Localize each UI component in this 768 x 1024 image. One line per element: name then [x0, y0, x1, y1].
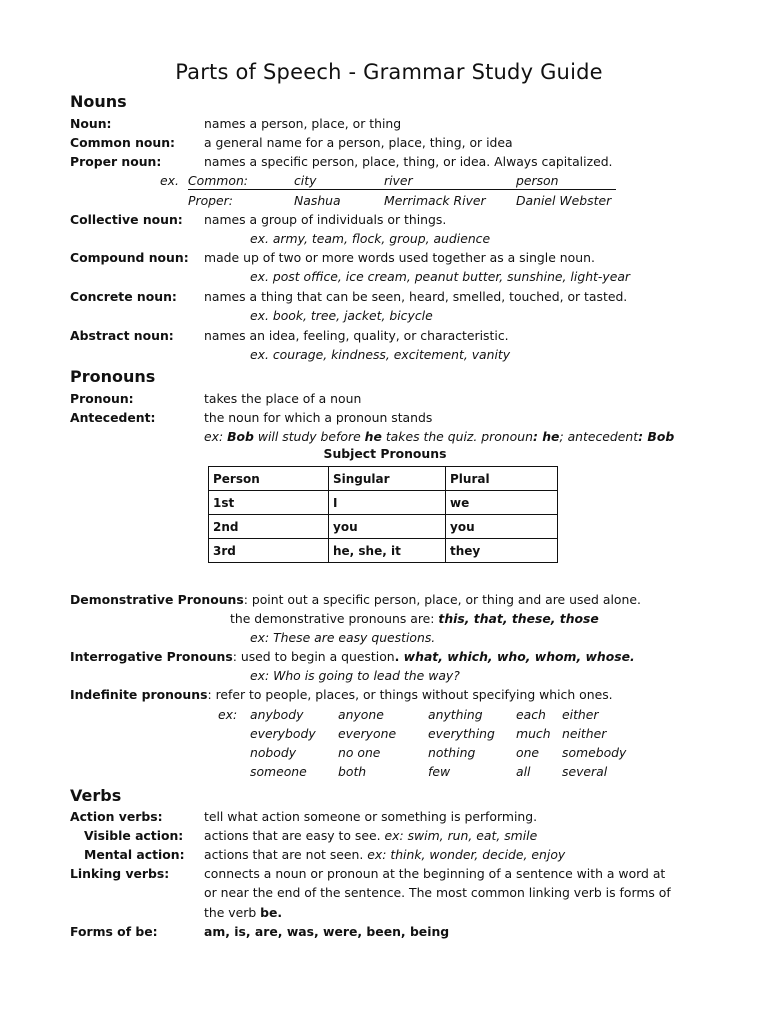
table-row — [209, 491, 558, 515]
table-cell: you — [329, 515, 446, 539]
term: Mental action: — [84, 847, 185, 862]
indefinite-word: both — [338, 764, 367, 779]
definition: connects a noun or pronoun at the beginning of a sentence with a word at — [204, 866, 666, 881]
table-cell: I — [329, 491, 446, 515]
term: Collective noun: — [70, 212, 183, 227]
indefinite-word: each — [516, 707, 546, 722]
definition-continued: or near the end of the sentence. The most common linking verb is forms of — [204, 885, 671, 900]
indefinite-word: everything — [428, 726, 495, 741]
indefinite-word: few — [428, 764, 451, 779]
demonstrative-list: the demonstrative pronouns are: this, that, these, those — [230, 611, 599, 626]
table-header-row — [209, 467, 558, 491]
demonstrative-entry — [70, 590, 641, 609]
table-header: Person — [209, 467, 329, 491]
verbs-heading: Verbs — [70, 786, 122, 805]
definition: actions that are not seen. ex: think, wonder, decide, enjoy — [204, 847, 566, 862]
example: ex. post office, ice cream, peanut butter, sunshine, light-year — [250, 269, 631, 284]
page-title: Parts of Speech - Grammar Study Guide — [175, 60, 603, 84]
example: ex: These are easy questions. — [250, 630, 436, 645]
definition-continued: the verb be. — [204, 905, 283, 920]
indefinite-word: anything — [428, 707, 483, 722]
term: Demonstrative Pronouns — [70, 592, 244, 607]
term: Linking verbs: — [70, 866, 170, 881]
term: Abstract noun: — [70, 328, 174, 343]
table-cell: we — [446, 491, 558, 515]
definition: : point out a specific person, place, or thing and are used alone. — [243, 592, 641, 607]
term: Common noun: — [70, 135, 176, 150]
indefinite-word: nobody — [250, 745, 297, 760]
definition: made up of two or more words used together as a single noun. — [204, 250, 595, 265]
proper-example: Merrimack River — [384, 193, 486, 208]
proper-example: Daniel Webster — [516, 193, 612, 208]
indefinite-word: either — [562, 707, 599, 722]
indefinite-word: all — [516, 764, 531, 779]
indefinite-word: several — [562, 764, 608, 779]
term: Indefinite pronouns — [70, 687, 208, 702]
table-header: Plural — [446, 467, 558, 491]
table-row — [209, 539, 558, 563]
definition: names an idea, feeling, quality, or characteristic. — [204, 328, 509, 343]
term: Action verbs: — [70, 809, 163, 824]
proper-example: Nashua — [294, 193, 341, 208]
common-example: person — [516, 173, 559, 188]
indefinite-word: somebody — [562, 745, 627, 760]
term: Antecedent: — [70, 410, 156, 425]
term: Forms of be: — [70, 924, 158, 939]
indefinite-word: anybody — [250, 707, 304, 722]
common-label: Common: — [188, 173, 248, 188]
indefinite-word: no one — [338, 745, 381, 760]
indefinite-word: everybody — [250, 726, 316, 741]
definition: names a specific person, place, thing, or idea. Always capitalized. — [204, 154, 613, 169]
table-cell: 1st — [209, 491, 329, 515]
definition: am, is, are, was, were, been, being — [204, 924, 450, 939]
indefinite-word: everyone — [338, 726, 397, 741]
ex-label: ex: — [218, 707, 238, 722]
indefinite-word: someone — [250, 764, 307, 779]
indefinite-word: nothing — [428, 745, 476, 760]
common-example: river — [384, 173, 413, 188]
common-example: city — [294, 173, 317, 188]
term: Visible action: — [84, 828, 184, 843]
definition: names a person, place, or thing — [204, 116, 402, 131]
interrogative-entry: Interrogative Pronouns: used to begin a question. what, which, who, whom, whose. — [70, 649, 635, 664]
divider — [188, 189, 616, 190]
nouns-heading: Nouns — [70, 92, 127, 111]
term: Compound noun: — [70, 250, 189, 265]
example: ex: Who is going to lead the way? — [250, 668, 460, 683]
table-cell: 3rd — [209, 539, 329, 563]
table-cell: 2nd — [209, 515, 329, 539]
definition: names a thing that can be seen, heard, smelled, touched, or tasted. — [204, 289, 628, 304]
definition: a general name for a person, place, thing, or idea — [204, 135, 513, 150]
example: ex. book, tree, jacket, bicycle — [250, 308, 433, 323]
pronouns-heading: Pronouns — [70, 367, 156, 386]
table-title: Subject Pronouns — [323, 446, 447, 461]
ex-label: ex. — [160, 173, 179, 188]
indefinite-word: neither — [562, 726, 607, 741]
antecedent-example: ex: Bob will study before he takes the quiz. pronoun: he; antecedent: Bob — [204, 429, 675, 444]
definition: the noun for which a pronoun stands — [204, 410, 433, 425]
term: Noun: — [70, 116, 112, 131]
table-row — [209, 515, 558, 539]
definition: actions that are easy to see. ex: swim, run, eat, smile — [204, 828, 538, 843]
table-header: Singular — [329, 467, 446, 491]
table-cell: they — [446, 539, 558, 563]
definition: takes the place of a noun — [204, 391, 362, 406]
term: Interrogative Pronouns — [70, 649, 233, 664]
table-cell: he, she, it — [329, 539, 446, 563]
table-cell: you — [446, 515, 558, 539]
term: Pronoun: — [70, 391, 134, 406]
term: Concrete noun: — [70, 289, 177, 304]
term: Proper noun: — [70, 154, 162, 169]
proper-label: Proper: — [188, 193, 233, 208]
definition: names a group of individuals or things. — [204, 212, 447, 227]
indefinite-word: anyone — [338, 707, 384, 722]
example: ex. army, team, flock, group, audience — [250, 231, 491, 246]
subject-pronouns-table — [208, 466, 558, 563]
example: ex. courage, kindness, excitement, vanity — [250, 347, 511, 362]
indefinite-word: one — [516, 745, 540, 760]
definition: tell what action someone or something is performing. — [204, 809, 538, 824]
indefinite-word: much — [516, 726, 551, 741]
indefinite-entry: Indefinite pronouns: refer to people, places, or things without specifying which ones. — [70, 687, 613, 702]
